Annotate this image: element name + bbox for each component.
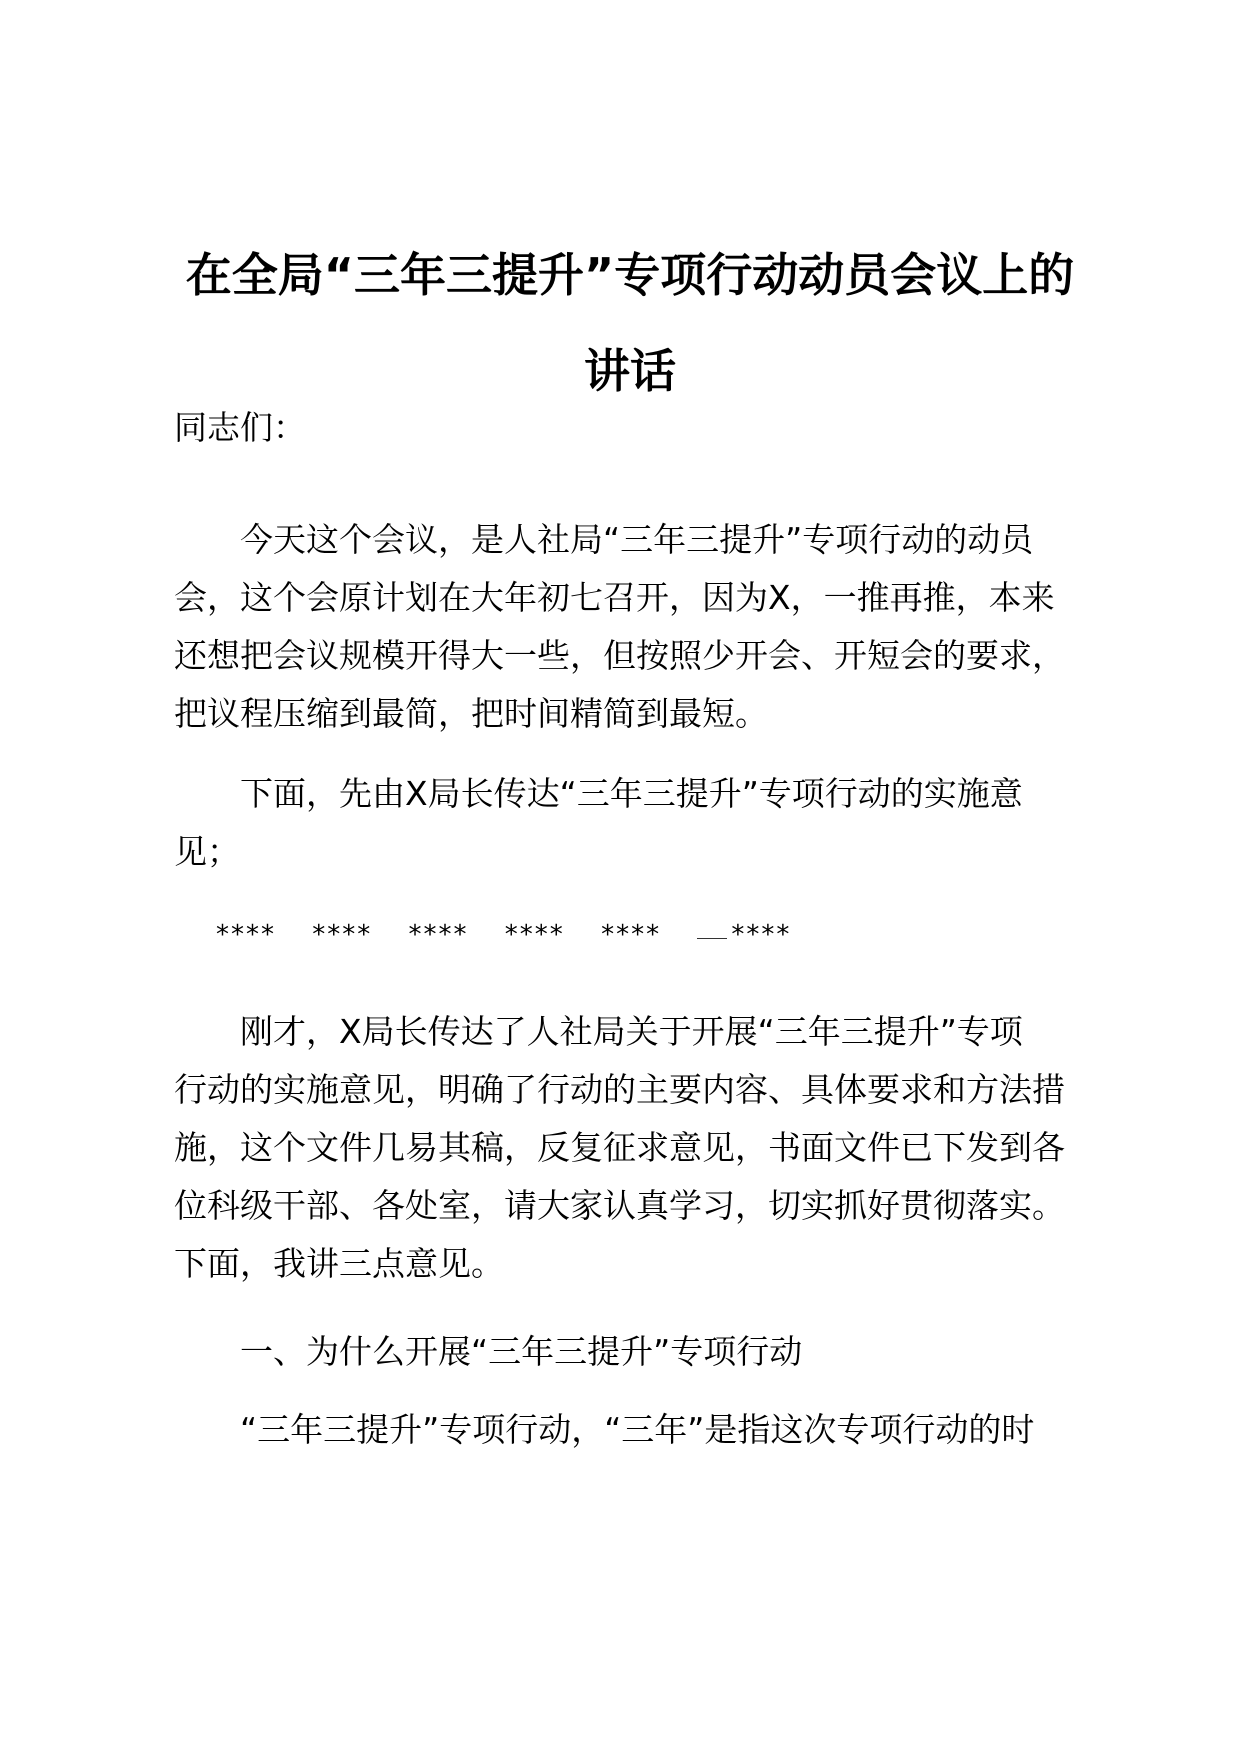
paragraph-2-line-1: 下面，先由X局长传达“三年三提升”专项行动的实施意 <box>240 774 1023 813</box>
separator-underline <box>697 938 727 939</box>
paragraph-1-line-4: 把议程压缩到最简，把时间精简到最短。 <box>174 694 768 733</box>
paragraph-3-line-4: 位科级干部、各处室，请大家认真学习，切实抓好贯彻落实。 <box>174 1186 1065 1225</box>
document-title-line-2: 讲话 <box>584 344 676 398</box>
separator-mark: **** <box>731 920 792 950</box>
separator-mark: **** <box>216 920 276 950</box>
asterisk-separator <box>216 918 817 952</box>
separator-mark: **** <box>312 920 373 950</box>
paragraph-3-line-1: 刚才，X局长传达了人社局关于开展“三年三提升”专项 <box>240 1012 1023 1051</box>
salutation: 同志们： <box>174 408 306 447</box>
separator-mark: **** <box>601 920 662 950</box>
paragraph-3-line-3: 施，这个文件几易其稿，反复征求意见，书面文件已下发到各 <box>174 1128 1065 1167</box>
section-heading-1: 一、为什么开展“三年三提升”专项行动 <box>240 1332 803 1371</box>
separator-mark: **** <box>504 920 565 950</box>
paragraph-3-line-5: 下面，我讲三点意见。 <box>174 1244 504 1283</box>
separator-mark: **** <box>408 920 469 950</box>
paragraph-1-line-1: 今天这个会议，是人社局“三年三提升”专项行动的动员 <box>240 520 1034 559</box>
paragraph-2-line-2: 见； <box>174 832 240 871</box>
paragraph-3-line-2: 行动的实施意见，明确了行动的主要内容、具体要求和方法措 <box>174 1070 1065 1109</box>
paragraph-4-line-1: “三年三提升”专项行动，“三年”是指这次专项行动的时 <box>240 1410 1035 1449</box>
paragraph-1-line-2: 会，这个会原计划在大年初七召开，因为X，一推再推，本来 <box>174 578 1055 617</box>
document-title-line-1: 在全局“三年三提升”专项行动动员会议上的 <box>185 248 1075 302</box>
paragraph-1-line-3: 还想把会议规模开得大一些，但按照少开会、开短会的要求， <box>174 636 1065 675</box>
